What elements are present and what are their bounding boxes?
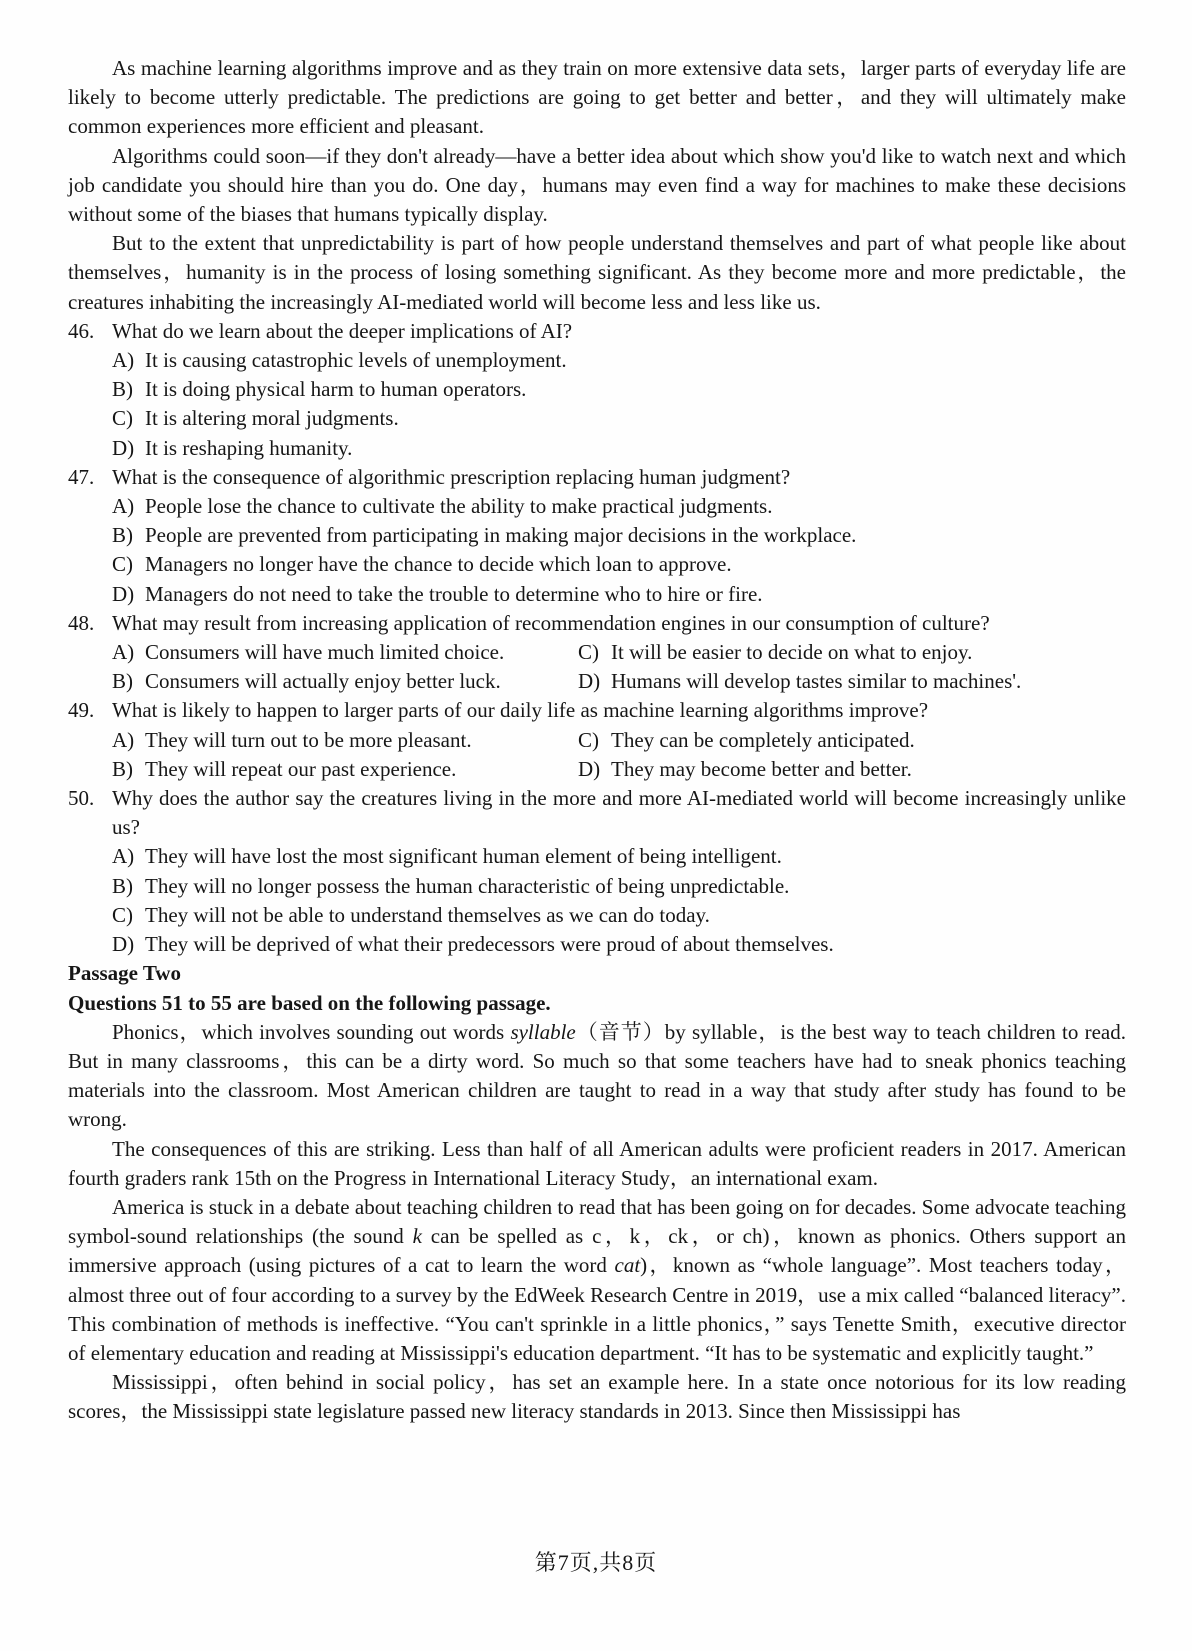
question-49 — [68, 696, 1126, 784]
option-text: They will repeat our past experience. — [145, 756, 457, 781]
passage2-paragraph-4: Mississippi，often behind in social policy，has set an example here. In a state once notorious for its low reading scores，the Mississippi state legislature passed new literacy standards in 2013. Since then Mississippi has — [68, 1370, 1126, 1424]
option-text: They will turn out to be more pleasant. — [145, 727, 472, 752]
passage2-heading: Passage Two — [68, 961, 181, 986]
option-a — [112, 492, 1126, 521]
text-segment: （音节）by syllable，is the best way to teach children to read. But in many classrooms，this can be a dirty word. So much so that some teachers have had to sneak phonics teaching materials into the classroom. Most American children are taught to read in a way that study after study has found to be wrong. — [68, 1019, 1126, 1132]
option-a — [112, 346, 1126, 375]
option-d — [578, 755, 1126, 784]
question-number: 46. — [68, 318, 95, 343]
option-label: D) — [578, 669, 601, 694]
option-label: C) — [578, 727, 599, 752]
question-50 — [68, 784, 1126, 959]
question-47 — [68, 463, 1126, 609]
option-text: Consumers will actually enjoy better luck. — [145, 669, 501, 694]
option-c — [578, 638, 1126, 667]
question-47-options — [112, 492, 1126, 609]
option-text: They will no longer possess the human characteristic of being unpredictable. — [145, 873, 790, 898]
italic-word-cat: cat — [614, 1253, 641, 1278]
option-a — [112, 638, 578, 667]
question-text: What is the consequence of algorithmic prescription replacing human judgment? — [112, 464, 791, 489]
option-d — [578, 667, 1126, 696]
passage2-paragraph-2: The consequences of this are striking. Less than half of all American adults were proficient readers in 2017. American fourth graders rank 15th on the Progress in International Literacy Study，an international exam. — [68, 1136, 1126, 1190]
question-text: What is likely to happen to larger parts of our daily life as machine learning algorithms improve? — [112, 698, 929, 723]
question-number: 50. — [68, 786, 95, 811]
option-label: D) — [112, 932, 135, 957]
question-48-options — [112, 638, 1126, 696]
option-label: D) — [112, 435, 135, 460]
option-b — [112, 755, 578, 784]
option-label: C) — [112, 552, 133, 577]
option-text: Humans will develop tastes similar to machines'. — [611, 669, 1022, 694]
question-number: 48. — [68, 610, 95, 635]
option-a — [112, 842, 1126, 871]
question-46 — [68, 317, 1126, 463]
option-label: C) — [112, 406, 133, 431]
option-text: It is causing catastrophic levels of unemployment. — [145, 348, 567, 373]
text-segment: Phonics，which involves sounding out words — [112, 1019, 511, 1044]
option-text: People lose the chance to cultivate the ability to make practical judgments. — [145, 494, 773, 519]
option-text: They will have lost the most significant human element of being intelligent. — [145, 844, 782, 869]
option-label: B) — [112, 377, 133, 402]
question-50-options — [112, 842, 1126, 959]
option-c — [112, 901, 1126, 930]
option-text: They can be completely anticipated. — [611, 727, 915, 752]
question-49-options — [112, 726, 1126, 784]
option-d — [112, 930, 1126, 959]
passage1-paragraph-3: But to the extent that unpredictability is part of how people understand themselves and part of what people like about themselves，humanity is in the process of losing something significant. As they become more and more predictable，the creatures inhabiting the increasingly AI-mediated world will become less and less like us. — [68, 231, 1126, 314]
option-label: A) — [112, 727, 135, 752]
passage2-paragraph-3 — [68, 1193, 1126, 1368]
page-number-footer: 第7页,共8页 — [534, 1550, 658, 1575]
option-c — [112, 404, 1126, 433]
question-number: 49. — [68, 698, 95, 723]
option-text: Managers do not need to take the trouble to determine who to hire or fire. — [145, 581, 763, 606]
italic-word-k: k — [412, 1224, 422, 1249]
option-label: A) — [112, 640, 135, 665]
option-b — [112, 667, 578, 696]
option-label: A) — [112, 348, 135, 373]
question-text: Why does the author say the creatures living in the more and more AI-mediated world will become increasingly unlike us? — [112, 786, 1126, 840]
option-label: B) — [112, 669, 133, 694]
option-d — [112, 580, 1126, 609]
option-c — [578, 726, 1126, 755]
question-number: 47. — [68, 464, 95, 489]
option-text: It is doing physical harm to human operators. — [145, 377, 527, 402]
passage2-paragraph-1 — [68, 1018, 1126, 1135]
option-label: B) — [112, 873, 133, 898]
option-label: B) — [112, 523, 133, 548]
option-text: They may become better and better. — [611, 756, 912, 781]
option-a — [112, 726, 578, 755]
option-label: D) — [578, 756, 601, 781]
option-text: They will not be able to understand themselves as we can do today. — [145, 902, 710, 927]
option-text: It is reshaping humanity. — [145, 435, 353, 460]
option-b — [112, 375, 1126, 404]
question-text: What may result from increasing application of recommendation engines in our consumption of culture? — [112, 610, 990, 635]
question-text: What do we learn about the deeper implications of AI? — [112, 318, 573, 343]
option-label: A) — [112, 844, 135, 869]
option-text: Managers no longer have the chance to decide which loan to approve. — [145, 552, 732, 577]
italic-word-syllable: syllable — [510, 1019, 576, 1044]
option-d — [112, 434, 1126, 463]
option-label: B) — [112, 756, 133, 781]
option-label: C) — [112, 902, 133, 927]
option-text: Consumers will have much limited choice. — [145, 640, 505, 665]
question-46-options — [112, 346, 1126, 463]
option-c — [112, 550, 1126, 579]
text-segment: America is stuck in a debate about teaching children to read that has been going on for decades. Some advocate teaching symbol-sound relationships (the sound — [68, 1194, 1126, 1249]
passage1-paragraph-1: As machine learning algorithms improve and as they train on more extensive data sets，larger parts of everyday life are likely to become utterly predictable. The predictions are going to get better and better，and they will ultimately make common experiences more efficient and pleasant. — [68, 56, 1126, 139]
option-b — [112, 872, 1126, 901]
option-label: C) — [578, 640, 599, 665]
option-text: They will be deprived of what their predecessors were proud of about themselves. — [145, 932, 834, 957]
option-label: D) — [112, 581, 135, 606]
option-label: A) — [112, 494, 135, 519]
option-b — [112, 521, 1126, 550]
option-text: It will be easier to decide on what to enjoy. — [611, 640, 973, 665]
passage1-paragraph-2: Algorithms could soon—if they don't already—have a better idea about which show you'd like to watch next and which job candidate you should hire than you do. One day，humans may even find a way for machines to make these decisions without some of the biases that humans typically display. — [68, 143, 1126, 227]
question-48 — [68, 609, 1126, 697]
text-segment: can be spelled as c，k，ck，or ch)，known as phonics. Others support an immersive approach (using pictures of a cat to learn the word — [68, 1224, 1126, 1278]
passage2-subheading: Questions 51 to 55 are based on the following passage. — [68, 990, 551, 1015]
text-segment: )，known as “whole language”. Most teachers today，almost three out of four according to a survey by the EdWeek Research Centre in 2019，use a mix called “balanced literacy”. This combination of methods is ineffective. “You can't sprinkle in a little phonics，” says Tenette Smith，executive director of elementary education and reading at Mississippi's education department. “It has to be systematic and explicitly taught.” — [68, 1253, 1127, 1365]
option-text: People are prevented from participating in making major decisions in the workplace. — [145, 523, 857, 548]
option-text: It is altering moral judgments. — [145, 406, 399, 431]
